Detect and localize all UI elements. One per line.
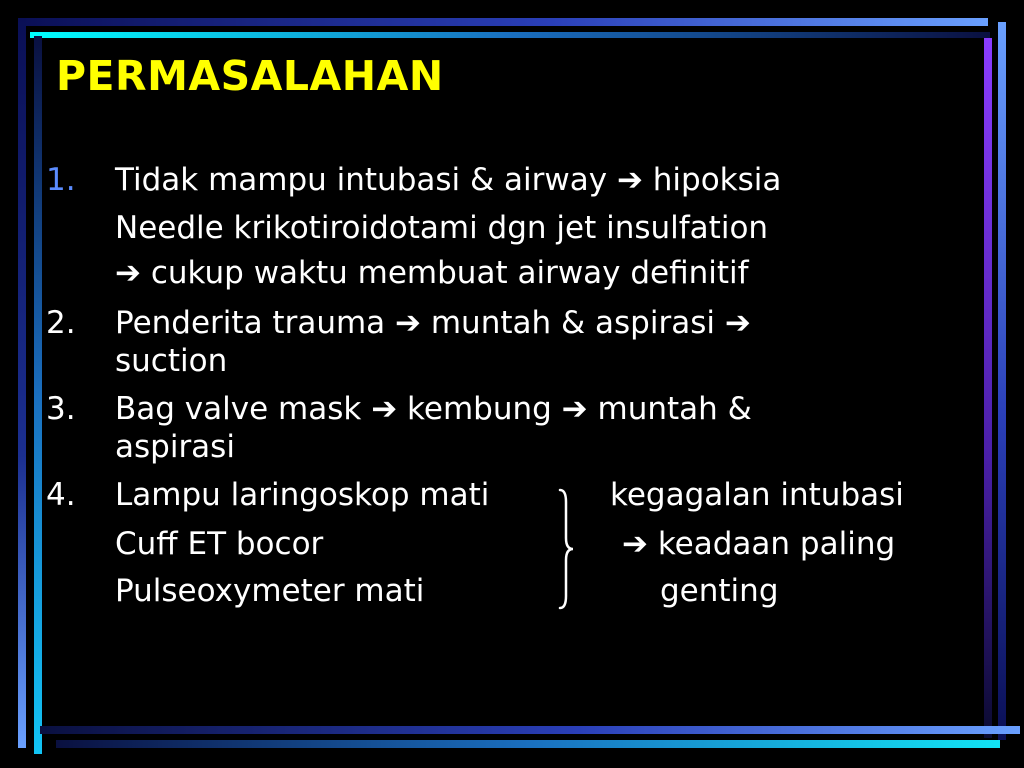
item-1-line-1-text-a: Tidak mampu intubasi & airway: [115, 162, 617, 198]
item-2-line-1: [115, 305, 751, 341]
frame-left-outer-bar: [18, 18, 26, 748]
item-2-line-1-text-b: muntah & aspirasi: [421, 305, 725, 341]
item-number-1: 1.: [46, 162, 76, 198]
arrow-right-icon: ➔: [724, 305, 751, 341]
arrow-right-icon: ➔: [561, 391, 588, 427]
item-number-2: 2.: [46, 305, 76, 341]
right-curly-brace: [556, 488, 580, 610]
slide-title: PERMASALAHAN: [56, 52, 444, 100]
arrow-right-icon: ➔: [395, 305, 421, 341]
frame-top-inner-bar: [30, 32, 990, 38]
arrow-right-icon: ➔: [115, 255, 141, 291]
item-4-left-line-1: Lampu laringoskop mati: [115, 477, 490, 513]
item-4-right-line-1: kegagalan intubasi: [610, 477, 904, 513]
item-2-line-1-text-a: Penderita trauma: [115, 305, 396, 341]
item-1-line-3-text: cukup waktu membuat airway definitif: [140, 255, 749, 291]
item-number-3: 3.: [46, 391, 76, 427]
item-3-line-1-text-b: kembung: [397, 391, 562, 427]
item-3-line-2: [115, 429, 235, 465]
item-4-left-line-2: Cuff ET bocor: [115, 526, 324, 562]
item-1-line-3: [115, 255, 749, 291]
item-number-4: 4.: [46, 477, 76, 513]
item-3-line-2-text: aspirasi: [115, 429, 235, 465]
item-3-line-1-text-c: muntah &: [587, 391, 752, 427]
item-4-right-line-3: genting: [660, 573, 779, 609]
frame-right-inner-bar: [984, 38, 992, 738]
frame-right-outer-bar: [998, 22, 1006, 740]
item-2-line-2: [115, 343, 227, 379]
item-3-line-1: [115, 391, 752, 427]
item-2-line-2-text: suction: [115, 343, 228, 379]
arrow-right-icon: ➔: [371, 391, 398, 427]
arrow-right-icon: ➔: [616, 162, 643, 198]
item-3-line-1-text-a: Bag valve mask: [115, 391, 372, 427]
frame-bottom-outer-bar: [40, 726, 1020, 734]
item-4-right-line-2: ➔ keadaan paling: [622, 526, 896, 562]
frame-top-outer-bar: [18, 18, 988, 26]
item-1-line-1-text-b: hipoksia: [642, 162, 782, 198]
frame-bottom-inner-bar: [56, 740, 1000, 748]
item-1-line-2-text: Needle krikotiroidotami dgn jet insulfation: [115, 210, 769, 246]
frame-left-inner-bar: [34, 36, 42, 754]
item-4-left-line-3: Pulseoxymeter mati: [115, 573, 425, 609]
item-1-line-1: [115, 162, 781, 198]
item-1-line-2: [115, 210, 768, 246]
